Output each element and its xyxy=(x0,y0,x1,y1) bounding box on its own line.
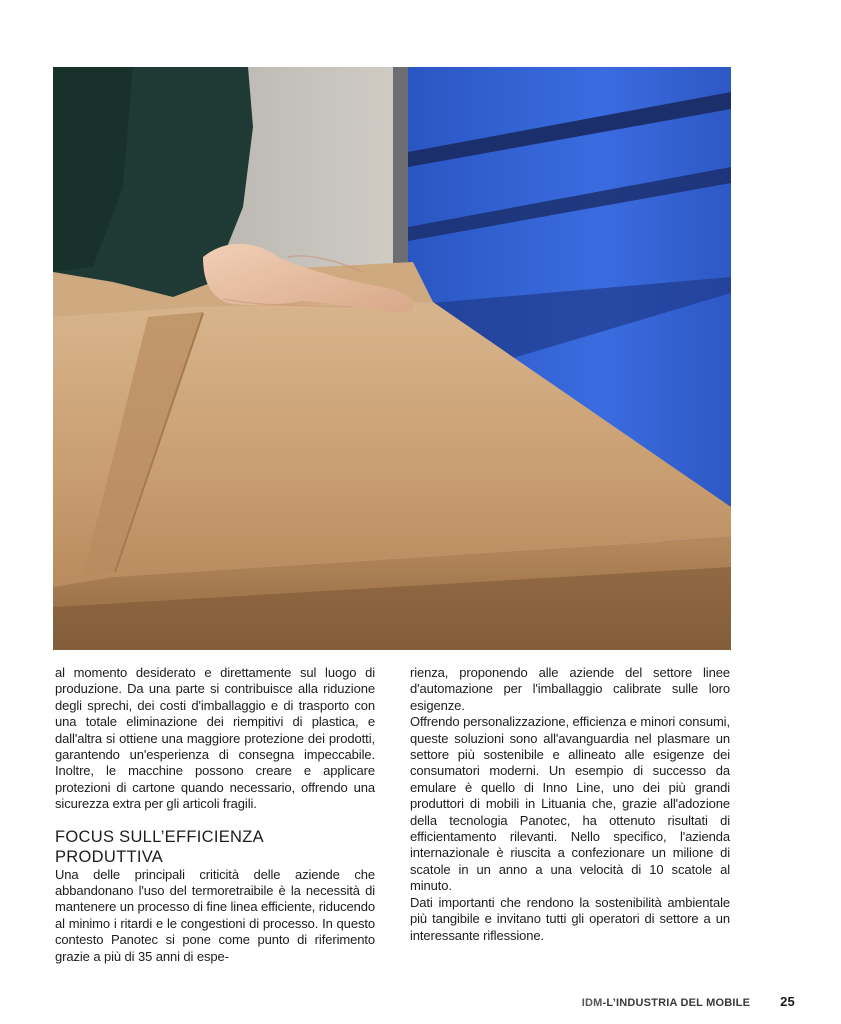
right-paragraph-2: Offrendo personalizzazione, efficienza e minori consumi, queste soluzioni sono all'avanguardia nel plasmare un settore più sostenibile e allineato alle esigenze dei consumatori moderni. Un esempio di successo da emulare è quello di Inno Line, uno dei più grandi produttori di mobili in Lituania che, grazie all'adozione della tecnologia Panotec, ha ottenuto risultati di efficientamento rilevanti. Nello specifico, l'azienda internazionale è riuscita a confezionare un milione di scatole in un anno a una velocità di 10 scatole al minuto. xyxy=(410,714,730,894)
publication-brand: IDM xyxy=(581,997,603,1009)
article-photo xyxy=(53,67,731,650)
page-footer xyxy=(582,994,795,1009)
right-paragraph-1: rienza, proponendo alle aziende del settore linee d'automazione per l'imballaggio calibrate sulle loro esigenze. xyxy=(410,665,730,713)
right-column xyxy=(410,665,730,944)
hand-on-cardboard-box-image xyxy=(53,67,731,650)
publication-name xyxy=(582,997,750,1009)
right-paragraph-3: Dati importanti che rendono la sostenibilità ambientale più tangibile e invitano tutti gli operatori di settore a un interessante riflessione. xyxy=(410,894,730,943)
left-paragraph-2: Una delle principali criticità delle aziende che abbandonano l'uso del termoretraibile è la necessità di mantenere un processo di fine linea efficiente, riducendo al minimo i ritardi e le congestioni di processo. In questo contesto Panotec si pone come punto di riferimento grazie a più di 35 anni di espe- xyxy=(55,866,375,964)
publication-title: -L’INDUSTRIA DEL MOBILE xyxy=(602,997,751,1009)
left-column xyxy=(55,665,375,965)
left-paragraph-1: al momento desiderato e direttamente sul luogo di produzione. Da una parte si contribuisce alla riduzione degli sprechi, dei costi d'imballaggio e di trasporto con una totale eliminazione dei riempitivi di plastica, e dall'altra si ottiene una maggiore protezione dei prodotti, garantendo un'esperienza di consegna impeccabile. Inoltre, le macchine possono creare e applicare protezioni di cartone quando necessario, offrendo una sicurezza extra per gli articoli fragili. xyxy=(55,665,375,812)
page-number: 25 xyxy=(780,994,795,1009)
section-heading: FOCUS SULL’EFFICIENZA PRODUTTIVA xyxy=(55,827,264,866)
